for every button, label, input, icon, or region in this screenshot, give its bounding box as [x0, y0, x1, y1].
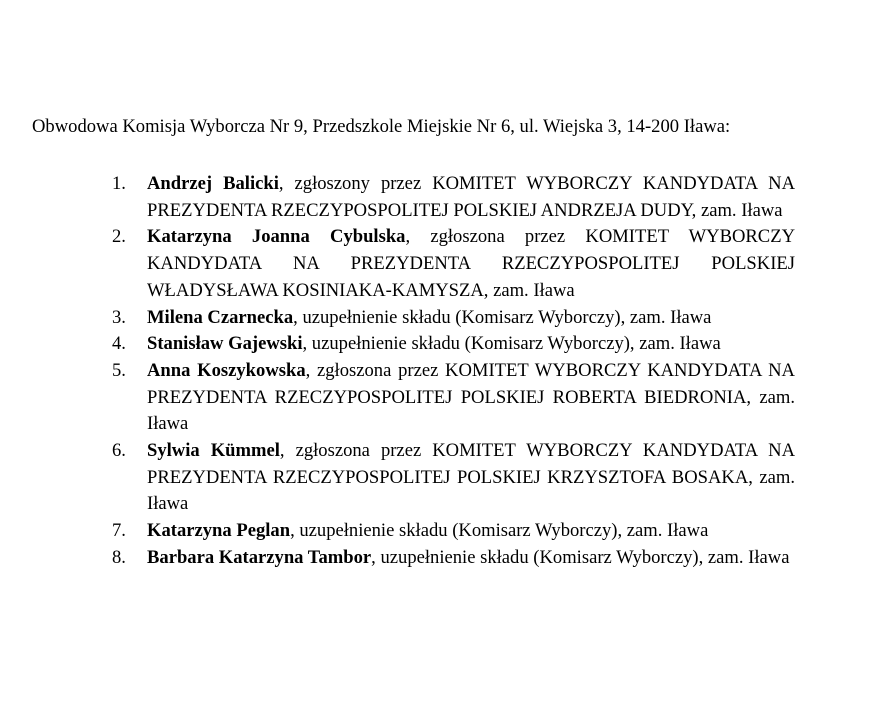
- list-item: [112, 224, 795, 304]
- list-item: [112, 358, 795, 438]
- member-details: , zgłoszony przez KOMITET WYBORCZY KANDYDATA NA PREZYDENTA RZECZYPOSPOLITEJ POLSKIEJ ANDRZEJA DUDY, zam. Iława: [147, 173, 795, 221]
- commission-heading: Obwodowa Komisja Wyborcza Nr 9, Przedszkole Miejskie Nr 6, ul. Wiejska 3, 14-200 Iława:: [32, 116, 731, 137]
- member-details: , zgłoszona przez KOMITET WYBORCZY KANDYDATA NA PREZYDENTA RZECZYPOSPOLITEJ POLSKIEJ ROBERTA BIEDRONIA, zam. Iława: [147, 359, 795, 435]
- list-item: [112, 545, 795, 572]
- member-name: Katarzyna Peglan: [147, 520, 291, 542]
- list-number: 7.: [112, 520, 126, 542]
- list-number: 2.: [112, 226, 126, 248]
- list-number: 1.: [112, 173, 126, 194]
- member-details: , uzupełnienie składu (Komisarz Wyborczy), zam. Iława: [371, 546, 790, 568]
- member-details: , zgłoszona przez KOMITET WYBORCZY KANDYDATA NA PREZYDENTA RZECZYPOSPOLITEJ POLSKIEJ WŁADYSŁAWA KOSINIAKA-KAMYSZA, zam. Iława: [147, 226, 795, 301]
- member-name: Stanisław Gajewski: [147, 333, 303, 355]
- member-details: , zgłoszona przez KOMITET WYBORCZY KANDYDATA NA PREZYDENTA RZECZYPOSPOLITEJ POLSKIEJ KRZYSZTOFA BOSAKA, zam. Iława: [147, 440, 795, 515]
- member-name: Sylwia Kümmel: [147, 440, 280, 462]
- members-list: [112, 171, 795, 572]
- list-number: 3.: [112, 306, 126, 328]
- list-item: [112, 331, 795, 358]
- member-details: , uzupełnienie składu (Komisarz Wyborczy), zam. Iława: [302, 333, 721, 355]
- member-details: , uzupełnienie składu (Komisarz Wyborczy), zam. Iława: [293, 306, 712, 328]
- list-item: [112, 518, 795, 545]
- member-name: Andrzej Balicki: [147, 173, 279, 194]
- member-name: Barbara Katarzyna Tambor: [147, 546, 372, 568]
- member-details: , uzupełnienie składu (Komisarz Wyborczy), zam. Iława: [290, 520, 709, 542]
- list-number: 5.: [112, 359, 126, 381]
- member-name: Katarzyna Joanna Cybulska: [147, 226, 406, 248]
- member-name: Milena Czarnecka: [147, 306, 294, 328]
- list-number: 4.: [112, 333, 126, 355]
- list-number: 6.: [112, 440, 126, 462]
- list-item: [112, 171, 795, 224]
- list-number: 8.: [112, 546, 126, 568]
- list-item: [112, 305, 795, 332]
- member-name: Anna Koszykowska: [147, 359, 306, 381]
- list-item: [112, 438, 795, 518]
